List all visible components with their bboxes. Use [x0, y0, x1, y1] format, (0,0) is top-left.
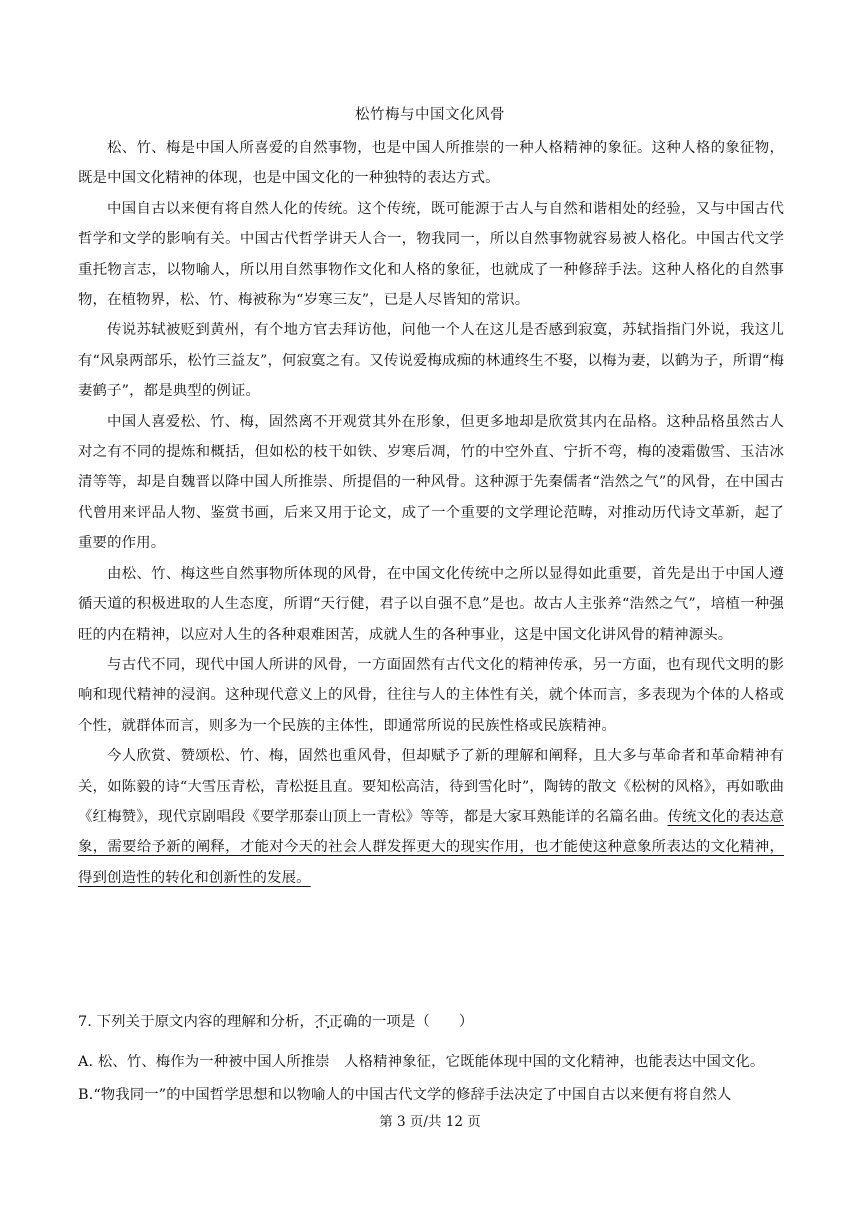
option-a: A. 松、竹、梅作为一种被中国人所推崇 人格精神象征，它既能体现中国的文化精神，也能表达中国文化。 — [78, 1054, 765, 1070]
paragraph-7-text: 今人欣赏、赞颂松、竹、梅，固然也重风骨，但却赋予了新的理解和阐释，且大多与革命者和革命精神有关，如陈毅的诗“大雪压青松，青松挺且直。要知松高洁，待到雪化时”，陶铸的散文《松树的风格》，再如歌曲《红梅赞》，现代京剧唱段《要学那泰山顶上一青松》等等，都是大家耳熟能详的名篇名曲。 — [78, 748, 784, 825]
underlined-sentence: 传统文化的表达意象，需要给予新的阐释，才能对今天的社会人群发挥更大的现实作用，也才能使这种意象所表达的文化精神，得到创造性的转化和创新性的发展。 — [78, 808, 785, 886]
option-b: B.“物我同一”的中国哲学思想和以物喻人的中国古代文学的修辞手法决定了中国自古以来便有将自然人 — [78, 1087, 732, 1103]
paragraph-1: 松、竹、梅是中国人所喜爱的自然事物，也是中国人所推崇的一种人格精神的象征。这种人格的象征物，既是中国文化精神的体现，也是中国文化的一种独特的表达方式。 — [78, 140, 784, 187]
paragraph-7 — [78, 741, 784, 893]
question-suffix: 的一项是（ ） — [357, 1014, 474, 1030]
article-body — [78, 133, 784, 893]
paragraph-6: 与古代不同，现代中国人所讲的风骨，一方面固然有古代文化的精神传承，另一方面，也有现代文明的影响和现代精神的浸润。这种现代意义上的风骨，往往与人的主体性有关，就个体而言，多表现为个体的人格或个性，就群体而言，则多为一个民族的主体性，即通常所说的民族性格或民族精神。 — [78, 656, 784, 734]
article-title: 松竹梅与中国文化风骨 — [355, 107, 505, 123]
paragraph-5: 由松、竹、梅这些自然事物所体现的风骨，在中国文化传统中之所以显得如此重要，首先是出于中国人遵循天道的积极进取的人生态度，所谓“天行健，君子以自强不息”是也。故古人主张养“浩然之气”，培植一种强旺的内在精神，以应对人生的各种艰难困苦，成就人生的各种事业，这是中国文化讲风骨的精神源头。 — [78, 565, 784, 643]
question-7 — [78, 1010, 798, 1031]
question-prefix: 7. 下列关于原文内容的理解和分析， — [78, 1014, 314, 1030]
paragraph-2: 中国自古以来便有将自然人化的传统。这个传统，既可能源于古人与自然和谐相处的经验，又与中国古代哲学和文学的影响有关。中国古代哲学讲天人合一，物我同一，所以自然事物就容易被人格化。中国古代文学重托物言志，以物喻人，所以用自然事物作文化和人格的象征，也就成了一种修辞手法。这种人格化的自然事物，在植物界，松、竹、梅被称为“岁寒三友”，已是人尽皆知的常识。 — [78, 200, 784, 309]
emphasis-dotted-text: 不正确 • • • — [314, 1010, 357, 1031]
page-number: 第 3 页/共 12 页 — [379, 1114, 481, 1130]
paragraph-4: 中国人喜爱松、竹、梅，固然离不开观赏其外在形象，但更多地却是欣赏其内在品格。这种品格虽然古人对之有不同的提炼和概括，但如松的枝干如铁、岁寒后凋，竹的中空外直、宁折不弯，梅的凌霜傲雪、玉洁冰清等等，却是自魏晋以降中国人所推崇、所提倡的一种风骨。这种源于先秦儒者“浩然之气”的风骨，在中国古代曾用来评品人物、鉴赏书画，后来又用于论文，成了一个重要的文学理论范畴，对推动历代诗文革新，起了重要的作用。 — [78, 413, 784, 552]
paragraph-3: 传说苏轼被贬到黄州，有个地方官去拜访他，问他一个人在这儿是否感到寂寞，苏轼指指门外说，我这儿有“风泉两部乐，松竹三益友”，何寂寞之有。又传说爱梅成痴的林逋终生不娶，以梅为妻，以鹤为子，所谓“梅妻鹤子”，都是典型的例证。 — [78, 322, 784, 400]
